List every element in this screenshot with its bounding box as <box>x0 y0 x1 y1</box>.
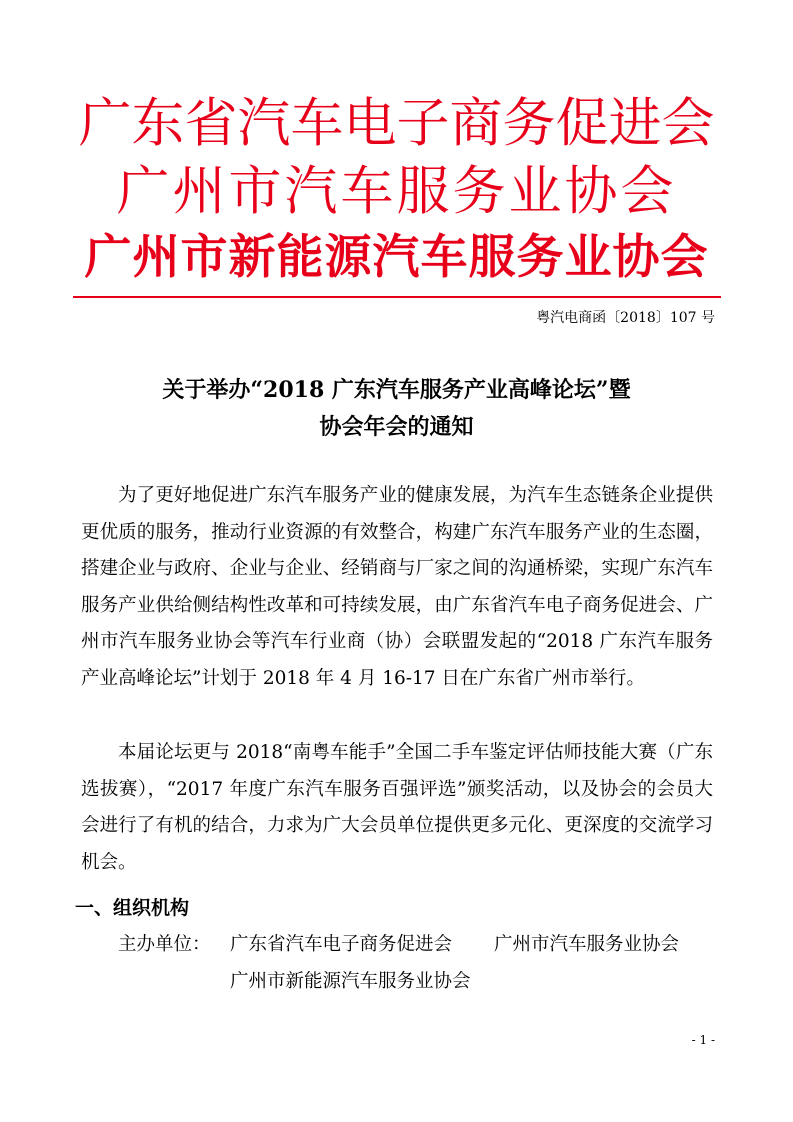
body-paragraph-1: 为了更好地促进广东汽车服务产业的健康发展，为汽车生态链条企业提供更优质的服务，推动行业资源的有效整合，构建广东汽车服务产业的生态圈，搭建企业与政府、企业与企业、经销商与厂家之间的沟通桥梁，实现广东汽车服务产业供给侧结构性改革和可持续发展，由广东省汽车电子商务促进会、广州市汽车服务业协会等汽车行业商（协）会联盟发起的“2018 广东汽车服务产业高峰论坛”计划于 2018 年 4 月 16-17 日在广东省广州市举行。 <box>81 485 713 689</box>
body-paragraph-2-block <box>81 735 713 881</box>
section-heading-organization: 一、组织机构 <box>75 897 190 919</box>
document-number: 粤汽电商函〔2018〕107 号 <box>536 310 715 326</box>
organizer-item-3: 广州市新能源汽车服务业协会 <box>230 971 471 992</box>
body-paragraph-2: 本届论坛更与 2018“南粤车能手”全国二手车鉴定评估师技能大赛（广东选拔赛），“2017 年度广东汽车服务百强评选”颁奖活动，以及协会的会员大会进行了有机的结合，力求为广大会员单位提供更多元化、更深度的交流学习机会。 <box>81 742 713 873</box>
organizer-item-2: 广州市汽车服务业协会 <box>494 934 680 955</box>
header-divider <box>73 296 721 298</box>
org-name-2: 广州市汽车服务业协会 <box>116 161 677 222</box>
body-paragraph-1-block <box>81 478 713 698</box>
document-title-line-2: 协会年会的通知 <box>319 414 474 440</box>
org-name-1: 广东省汽车电子商务促进会 <box>78 93 715 154</box>
document-title-line-1: 关于举办“2018 广东汽车服务产业高峰论坛”暨 <box>162 377 631 403</box>
page-number: - 1 - <box>691 1033 715 1047</box>
organizer-label: 主办单位： <box>118 934 211 955</box>
organizer-item-1: 广东省汽车电子商务促进会 <box>230 934 453 955</box>
org-name-3: 广州市新能源汽车服务业协会 <box>84 230 709 285</box>
